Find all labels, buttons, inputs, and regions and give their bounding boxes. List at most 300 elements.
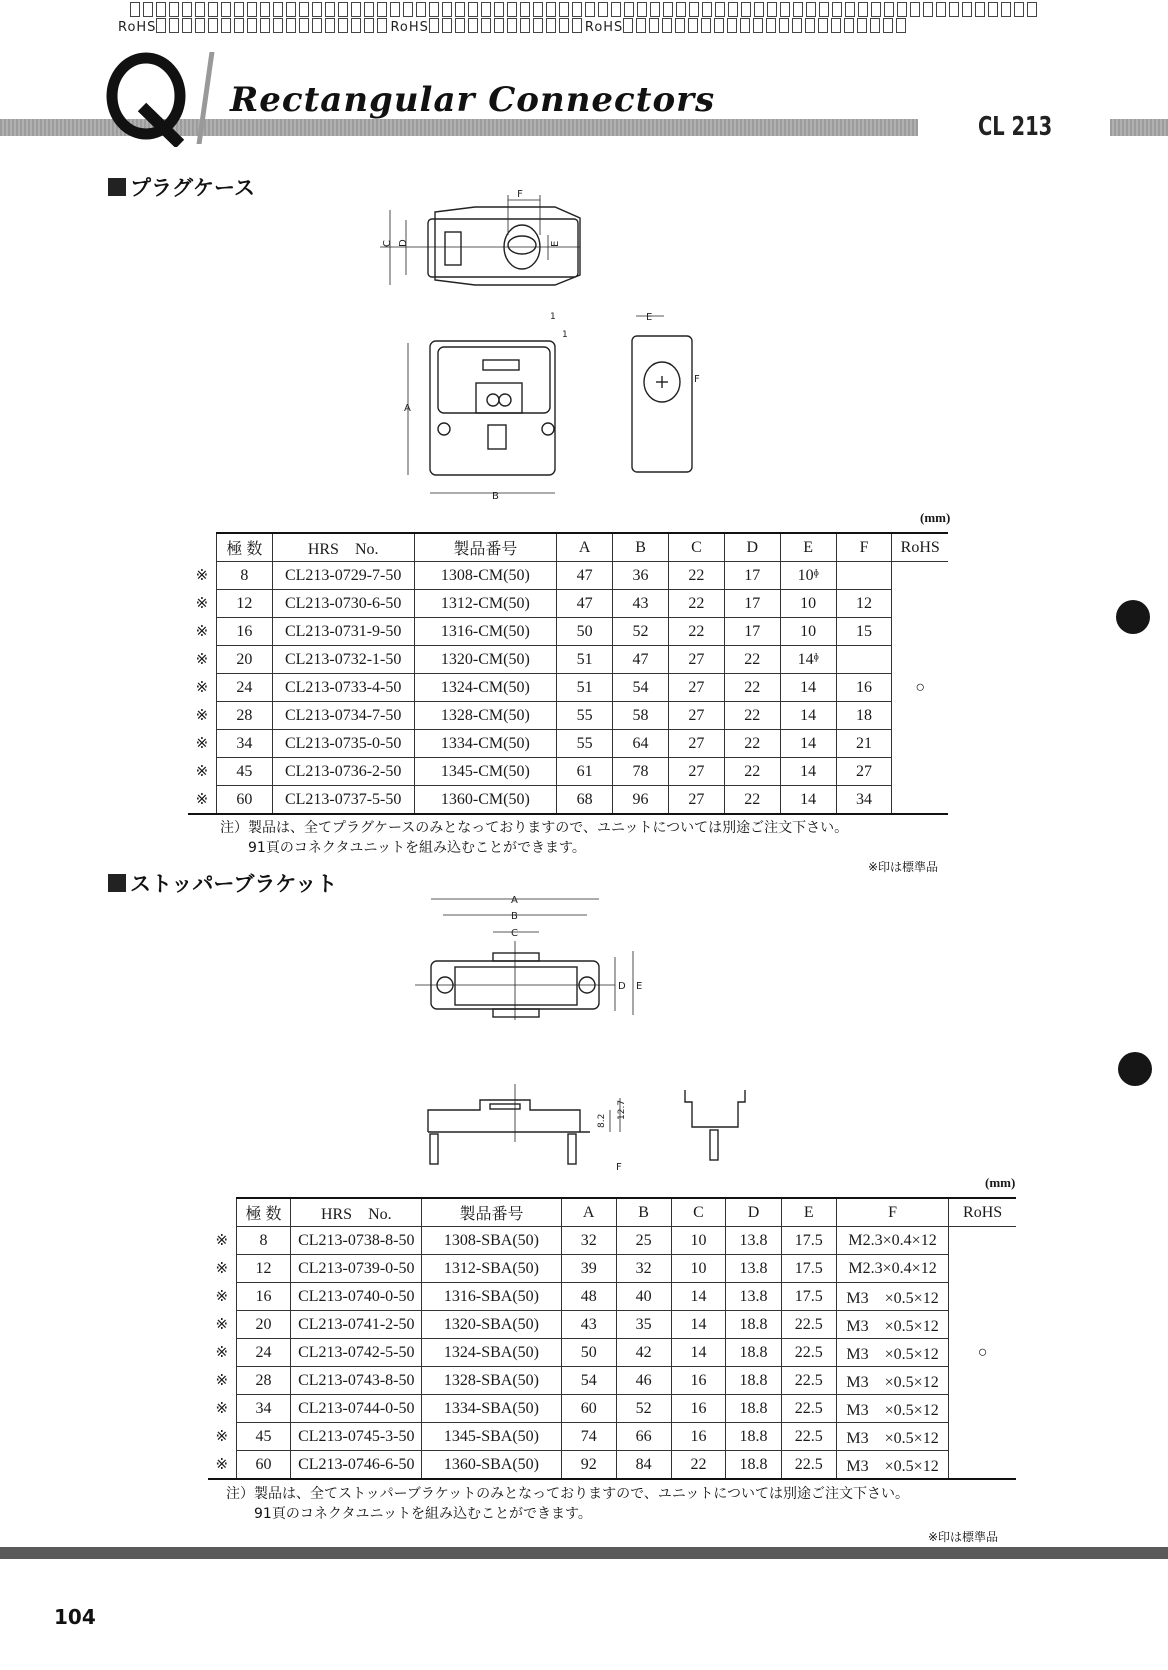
cell-e: 22.5 — [781, 1339, 836, 1367]
table-row — [188, 646, 948, 674]
cell-b: 84 — [616, 1451, 671, 1480]
logo — [102, 52, 197, 147]
cell-poles: 60 — [216, 786, 272, 815]
col-header-f: F — [836, 533, 892, 562]
cell-c: 27 — [668, 786, 724, 815]
missing-glyph-icon — [676, 2, 686, 17]
cell-part: 1308-CM(50) — [414, 562, 557, 590]
missing-glyph-icon — [182, 18, 192, 33]
missing-glyph-icon — [286, 2, 296, 17]
header-band-right — [1110, 119, 1168, 136]
cell-part: 1320-SBA(50) — [422, 1311, 562, 1339]
missing-glyph-icon — [169, 18, 179, 33]
missing-glyph-icon — [286, 18, 296, 33]
standard-mark: ※ — [215, 1429, 229, 1445]
cell-a: 48 — [561, 1283, 616, 1311]
missing-glyph-icon — [507, 2, 517, 17]
standard-mark: ※ — [195, 652, 209, 668]
cell-b: 52 — [613, 618, 669, 646]
missing-glyph-icon — [598, 2, 608, 17]
cell-part: 1345-CM(50) — [414, 758, 557, 786]
missing-glyph-icon — [169, 2, 179, 17]
missing-glyph-icon — [429, 2, 439, 17]
cell-hrs: CL213-0732-1-50 — [272, 646, 414, 674]
unit-label: (mm) — [985, 1175, 1016, 1190]
plug-case-top-view-diagram — [380, 185, 600, 295]
col-header-d: D — [726, 1198, 781, 1227]
cell-c: 27 — [668, 730, 724, 758]
cell-c: 14 — [671, 1339, 726, 1367]
cell-a: 39 — [561, 1255, 616, 1283]
cell-e: 10 — [780, 590, 836, 618]
note-line-1: 注）製品は、全てストッパーブラケットのみとなっておりますので、ユニットについては別途ご注文下さい。 — [226, 1486, 910, 1502]
cell-f: M3 ×0.5×12 — [836, 1395, 948, 1423]
standard-mark: ※ — [215, 1401, 229, 1417]
table-row — [188, 674, 948, 702]
missing-glyph-icon — [832, 2, 842, 17]
cell-part: 1360-CM(50) — [414, 786, 557, 815]
missing-glyph-icon — [767, 2, 777, 17]
notice-line-1 — [130, 2, 1040, 19]
missing-glyph-icon — [623, 18, 633, 33]
col-header-c: C — [668, 533, 724, 562]
svg-text:E: E — [646, 312, 653, 323]
table-row — [208, 1451, 1016, 1480]
cell-poles: 12 — [216, 590, 272, 618]
cell-part: 1334-CM(50) — [414, 730, 557, 758]
cell-b: 32 — [616, 1255, 671, 1283]
standard-mark: ※ — [215, 1317, 229, 1333]
missing-glyph-icon — [390, 2, 400, 17]
missing-glyph-icon — [403, 2, 413, 17]
missing-glyph-icon — [494, 2, 504, 17]
missing-glyph-icon — [1027, 2, 1037, 17]
svg-text:A: A — [511, 895, 518, 906]
missing-glyph-icon — [364, 18, 374, 33]
cell-f: M3 ×0.5×12 — [836, 1283, 948, 1311]
missing-glyph-icon — [325, 2, 335, 17]
stopper-bracket-note — [226, 1484, 909, 1524]
cell-b: 58 — [613, 702, 669, 730]
missing-glyph-icon — [468, 2, 478, 17]
cell-f: M2.3×0.4×12 — [836, 1227, 948, 1255]
cell-c: 27 — [668, 674, 724, 702]
table-row — [188, 590, 948, 618]
missing-glyph-icon — [299, 2, 309, 17]
cell-c: 22 — [671, 1451, 726, 1480]
cell-b: 42 — [616, 1339, 671, 1367]
cell-hrs: CL213-0738-8-50 — [291, 1227, 422, 1255]
missing-glyph-icon — [845, 2, 855, 17]
missing-glyph-icon — [351, 2, 361, 17]
standard-mark: ※ — [195, 568, 209, 584]
missing-glyph-icon — [325, 18, 335, 33]
cell-e: 17.5 — [781, 1255, 836, 1283]
missing-glyph-icon — [975, 2, 985, 17]
col-header-c: C — [671, 1198, 726, 1227]
stopper-bracket-top-view-diagram — [415, 885, 645, 1020]
missing-glyph-icon — [247, 2, 257, 17]
missing-glyph-icon — [858, 2, 868, 17]
cell-e: 14ᶲ — [780, 646, 836, 674]
standard-mark: ※ — [215, 1345, 229, 1361]
section-bullet-icon — [108, 178, 126, 196]
cell-b: 54 — [613, 674, 669, 702]
cell-e: 14 — [780, 702, 836, 730]
missing-glyph-icon — [740, 18, 750, 33]
missing-glyph-icon — [702, 2, 712, 17]
cell-f: M2.3×0.4×12 — [836, 1255, 948, 1283]
missing-glyph-icon — [637, 2, 647, 17]
missing-glyph-icon — [195, 2, 205, 17]
cell-part: 1324-CM(50) — [414, 674, 557, 702]
cell-d: 18.8 — [726, 1311, 781, 1339]
cell-b: 64 — [613, 730, 669, 758]
col-header-e: E — [780, 533, 836, 562]
cell-c: 22 — [668, 618, 724, 646]
missing-glyph-icon — [1014, 2, 1024, 17]
cell-poles: 20 — [236, 1311, 291, 1339]
rohs-label: RoHS — [390, 20, 429, 35]
missing-glyph-icon — [156, 18, 166, 33]
standard-mark: ※ — [195, 736, 209, 752]
col-header-d: D — [724, 533, 780, 562]
cell-hrs: CL213-0733-4-50 — [272, 674, 414, 702]
missing-glyph-icon — [416, 2, 426, 17]
missing-glyph-icon — [234, 2, 244, 17]
cell-part: 1334-SBA(50) — [422, 1395, 562, 1423]
cell-f: 18 — [836, 702, 892, 730]
cell-f: M3 ×0.5×12 — [836, 1339, 948, 1367]
cell-e: 22.5 — [781, 1367, 836, 1395]
missing-glyph-icon — [351, 18, 361, 33]
cell-e: 10ᶲ — [780, 562, 836, 590]
cell-poles: 24 — [236, 1339, 291, 1367]
cell-c: 16 — [671, 1423, 726, 1451]
svg-text:1: 1 — [562, 330, 568, 340]
cell-d: 13.8 — [726, 1227, 781, 1255]
missing-glyph-icon — [805, 18, 815, 33]
col-header-rohs: RoHS — [892, 533, 948, 562]
cell-f — [836, 646, 892, 674]
cell-poles: 45 — [216, 758, 272, 786]
col-header-a: A — [557, 533, 613, 562]
missing-glyph-icon — [429, 18, 439, 33]
standard-mark: ※ — [195, 624, 209, 640]
cell-a: 68 — [557, 786, 613, 815]
table-header-row — [188, 533, 948, 562]
cell-a: 54 — [561, 1367, 616, 1395]
cell-part: 1312-SBA(50) — [422, 1255, 562, 1283]
cell-a: 51 — [557, 646, 613, 674]
cell-poles: 20 — [216, 646, 272, 674]
cell-hrs: CL213-0743-8-50 — [291, 1367, 422, 1395]
cell-hrs: CL213-0734-7-50 — [272, 702, 414, 730]
footer-band — [0, 1547, 1168, 1559]
missing-glyph-icon — [818, 18, 828, 33]
cell-hrs: CL213-0744-0-50 — [291, 1395, 422, 1423]
standard-mark: ※ — [215, 1233, 229, 1249]
cell-b: 96 — [613, 786, 669, 815]
svg-text:D: D — [618, 981, 626, 992]
cell-poles: 34 — [216, 730, 272, 758]
missing-glyph-icon — [988, 2, 998, 17]
missing-glyph-icon — [208, 2, 218, 17]
stopper-bracket-spec-table — [208, 1197, 1016, 1480]
missing-glyph-icon — [533, 18, 543, 33]
table-row — [188, 758, 948, 786]
standard-mark: ※ — [188, 786, 216, 815]
missing-glyph-icon — [455, 18, 465, 33]
missing-glyph-icon — [273, 18, 283, 33]
cell-a: 74 — [561, 1423, 616, 1451]
missing-glyph-icon — [741, 2, 751, 17]
table-row — [208, 1227, 1016, 1255]
svg-text:C: C — [511, 928, 518, 939]
cell-b: 36 — [613, 562, 669, 590]
missing-glyph-icon — [819, 2, 829, 17]
missing-glyph-icon — [585, 2, 595, 17]
missing-glyph-icon — [897, 2, 907, 17]
standard-mark: ※ — [195, 708, 209, 724]
cell-e: 10 — [780, 618, 836, 646]
table-row — [208, 1395, 1016, 1423]
table-row — [208, 1255, 1016, 1283]
cell-hrs: CL213-0742-5-50 — [291, 1339, 422, 1367]
svg-text:E: E — [550, 240, 561, 247]
missing-glyph-icon — [714, 18, 724, 33]
missing-glyph-icon — [675, 18, 685, 33]
cell-d: 18.8 — [726, 1367, 781, 1395]
section-title-text: ストッパーブラケット — [130, 872, 338, 896]
svg-text:D: D — [398, 239, 409, 247]
missing-glyph-icon — [844, 18, 854, 33]
cell-b: 47 — [613, 646, 669, 674]
cell-e: 22.5 — [781, 1451, 836, 1480]
missing-glyph-icon — [559, 18, 569, 33]
col-header-poles: 極 数 — [236, 1198, 291, 1227]
cell-e: 17.5 — [781, 1227, 836, 1255]
missing-glyph-icon — [910, 2, 920, 17]
col-header-a: A — [561, 1198, 616, 1227]
table-row — [208, 1283, 1016, 1311]
table-row — [208, 1423, 1016, 1451]
missing-glyph-icon — [649, 18, 659, 33]
cell-c: 14 — [671, 1283, 726, 1311]
cell-e: 14 — [780, 786, 836, 815]
cell-part: 1328-CM(50) — [414, 702, 557, 730]
missing-glyph-icon — [481, 2, 491, 17]
cell-d: 17 — [724, 562, 780, 590]
cell-d: 17 — [724, 590, 780, 618]
missing-glyph-icon — [533, 2, 543, 17]
standard-mark: ※ — [215, 1261, 229, 1277]
missing-glyph-icon — [923, 2, 933, 17]
col-header-part-no: 製品番号 — [422, 1198, 562, 1227]
cell-a: 32 — [561, 1227, 616, 1255]
rohs-label: RoHS — [118, 20, 157, 35]
rohs-compliant-mark: ○ — [949, 1227, 1016, 1480]
missing-glyph-icon — [156, 2, 166, 17]
missing-glyph-icon — [715, 2, 725, 17]
cell-poles: 16 — [236, 1283, 291, 1311]
missing-glyph-icon — [650, 2, 660, 17]
cell-c: 10 — [671, 1227, 726, 1255]
cell-hrs: CL213-0745-3-50 — [291, 1423, 422, 1451]
table-row — [188, 562, 948, 590]
missing-glyph-icon — [364, 2, 374, 17]
section-title-text: プラグケース — [130, 176, 255, 200]
missing-glyph-icon — [728, 2, 738, 17]
notice-line-2 — [118, 18, 909, 35]
missing-glyph-icon — [546, 2, 556, 17]
cell-a: 55 — [557, 702, 613, 730]
cell-poles: 8 — [216, 562, 272, 590]
q-logo-icon — [102, 52, 197, 147]
missing-glyph-icon — [870, 18, 880, 33]
col-header-b: B — [613, 533, 669, 562]
note-line-2: 91頁のコネクタユニットを組み込むことができます。 — [254, 1506, 592, 1522]
cell-e: 22.5 — [781, 1311, 836, 1339]
missing-glyph-icon — [143, 2, 153, 17]
table-row — [208, 1339, 1016, 1367]
cell-e: 17.5 — [781, 1283, 836, 1311]
cell-poles: 12 — [236, 1255, 291, 1283]
missing-glyph-icon — [455, 2, 465, 17]
missing-glyph-icon — [689, 2, 699, 17]
cell-poles: 24 — [216, 674, 272, 702]
missing-glyph-icon — [572, 18, 582, 33]
table-row — [188, 786, 948, 815]
cell-poles: 8 — [236, 1227, 291, 1255]
cell-b: 66 — [616, 1423, 671, 1451]
missing-glyph-icon — [468, 18, 478, 33]
cell-c: 16 — [671, 1367, 726, 1395]
cell-d: 17 — [724, 618, 780, 646]
cell-d: 18.8 — [726, 1339, 781, 1367]
unit-label: (mm) — [920, 510, 951, 525]
cell-poles: 28 — [216, 702, 272, 730]
table-row — [188, 730, 948, 758]
cell-d: 22 — [724, 702, 780, 730]
cell-c: 22 — [668, 562, 724, 590]
missing-glyph-icon — [442, 2, 452, 17]
cell-part: 1328-SBA(50) — [422, 1367, 562, 1395]
col-header-e: E — [781, 1198, 836, 1227]
missing-glyph-icon — [779, 18, 789, 33]
cell-part: 1316-CM(50) — [414, 618, 557, 646]
plug-case-side-view-diagram — [620, 310, 700, 480]
cell-e: 22.5 — [781, 1395, 836, 1423]
missing-glyph-icon — [1001, 2, 1011, 17]
cell-d: 13.8 — [726, 1255, 781, 1283]
cell-a: 43 — [561, 1311, 616, 1339]
svg-text:1: 1 — [550, 312, 556, 322]
model-number: CL 213 — [978, 112, 1053, 142]
cell-poles: 60 — [236, 1451, 291, 1480]
missing-glyph-icon — [312, 18, 322, 33]
cell-b: 40 — [616, 1283, 671, 1311]
cell-d: 18.8 — [726, 1395, 781, 1423]
cell-b: 25 — [616, 1227, 671, 1255]
cell-d: 22 — [724, 786, 780, 815]
svg-text:12.7: 12.7 — [617, 1099, 627, 1120]
standard-mark: ※ — [195, 764, 209, 780]
standard-mark: ※ — [195, 596, 209, 612]
svg-text:8.2: 8.2 — [597, 1113, 607, 1128]
section-title-stopper-bracket — [108, 868, 337, 898]
svg-text:F: F — [694, 374, 700, 385]
cell-a: 50 — [557, 618, 613, 646]
page-number: 104 — [54, 1605, 96, 1629]
missing-glyph-icon — [442, 18, 452, 33]
cell-e: 14 — [780, 758, 836, 786]
missing-glyph-icon — [936, 2, 946, 17]
missing-glyph-icon — [377, 18, 387, 33]
svg-text:F: F — [616, 1162, 622, 1172]
svg-text:B: B — [511, 911, 518, 922]
missing-glyph-icon — [546, 18, 556, 33]
cell-c: 14 — [671, 1311, 726, 1339]
missing-glyph-icon — [962, 2, 972, 17]
cell-hrs: CL213-0730-6-50 — [272, 590, 414, 618]
missing-glyph-icon — [299, 18, 309, 33]
cell-f: 16 — [836, 674, 892, 702]
table-row — [188, 618, 948, 646]
punch-hole-icon — [1118, 1052, 1152, 1086]
cell-part: 1308-SBA(50) — [422, 1227, 562, 1255]
missing-glyph-icon — [520, 2, 530, 17]
punch-hole-icon — [1116, 600, 1150, 634]
col-header-hrs-no: HRS No. — [272, 533, 414, 562]
col-header-f: F — [836, 1198, 948, 1227]
cell-hrs: CL213-0737-5-50 — [272, 786, 414, 815]
cell-d: 22 — [724, 730, 780, 758]
cell-hrs: CL213-0735-0-50 — [272, 730, 414, 758]
cell-d: 18.8 — [726, 1423, 781, 1451]
cell-part: 1324-SBA(50) — [422, 1339, 562, 1367]
rohs-compliant-mark: ○ — [892, 562, 948, 815]
cell-d: 22 — [724, 758, 780, 786]
cell-poles: 28 — [236, 1367, 291, 1395]
cell-hrs: CL213-0736-2-50 — [272, 758, 414, 786]
table-row — [208, 1311, 1016, 1339]
missing-glyph-icon — [753, 18, 763, 33]
cell-d: 13.8 — [726, 1283, 781, 1311]
missing-glyph-icon — [727, 18, 737, 33]
cell-b: 52 — [616, 1395, 671, 1423]
missing-glyph-icon — [754, 2, 764, 17]
cell-poles: 34 — [236, 1395, 291, 1423]
missing-glyph-icon — [260, 18, 270, 33]
standard-item-note: ※印は標準品 — [928, 1530, 999, 1544]
cell-hrs: CL213-0729-7-50 — [272, 562, 414, 590]
cell-a: 50 — [561, 1339, 616, 1367]
cell-a: 47 — [557, 590, 613, 618]
cell-poles: 45 — [236, 1423, 291, 1451]
catalog-title: Rectangular Connectors — [230, 80, 716, 120]
stopper-bracket-side-view-diagram — [420, 1082, 770, 1172]
cell-f: M3 ×0.5×12 — [836, 1451, 948, 1480]
missing-glyph-icon — [195, 18, 205, 33]
cell-hrs: CL213-0739-0-50 — [291, 1255, 422, 1283]
cell-d: 18.8 — [726, 1451, 781, 1480]
missing-glyph-icon — [260, 2, 270, 17]
missing-glyph-icon — [636, 18, 646, 33]
missing-glyph-icon — [221, 18, 231, 33]
missing-glyph-icon — [831, 18, 841, 33]
cell-f: 27 — [836, 758, 892, 786]
